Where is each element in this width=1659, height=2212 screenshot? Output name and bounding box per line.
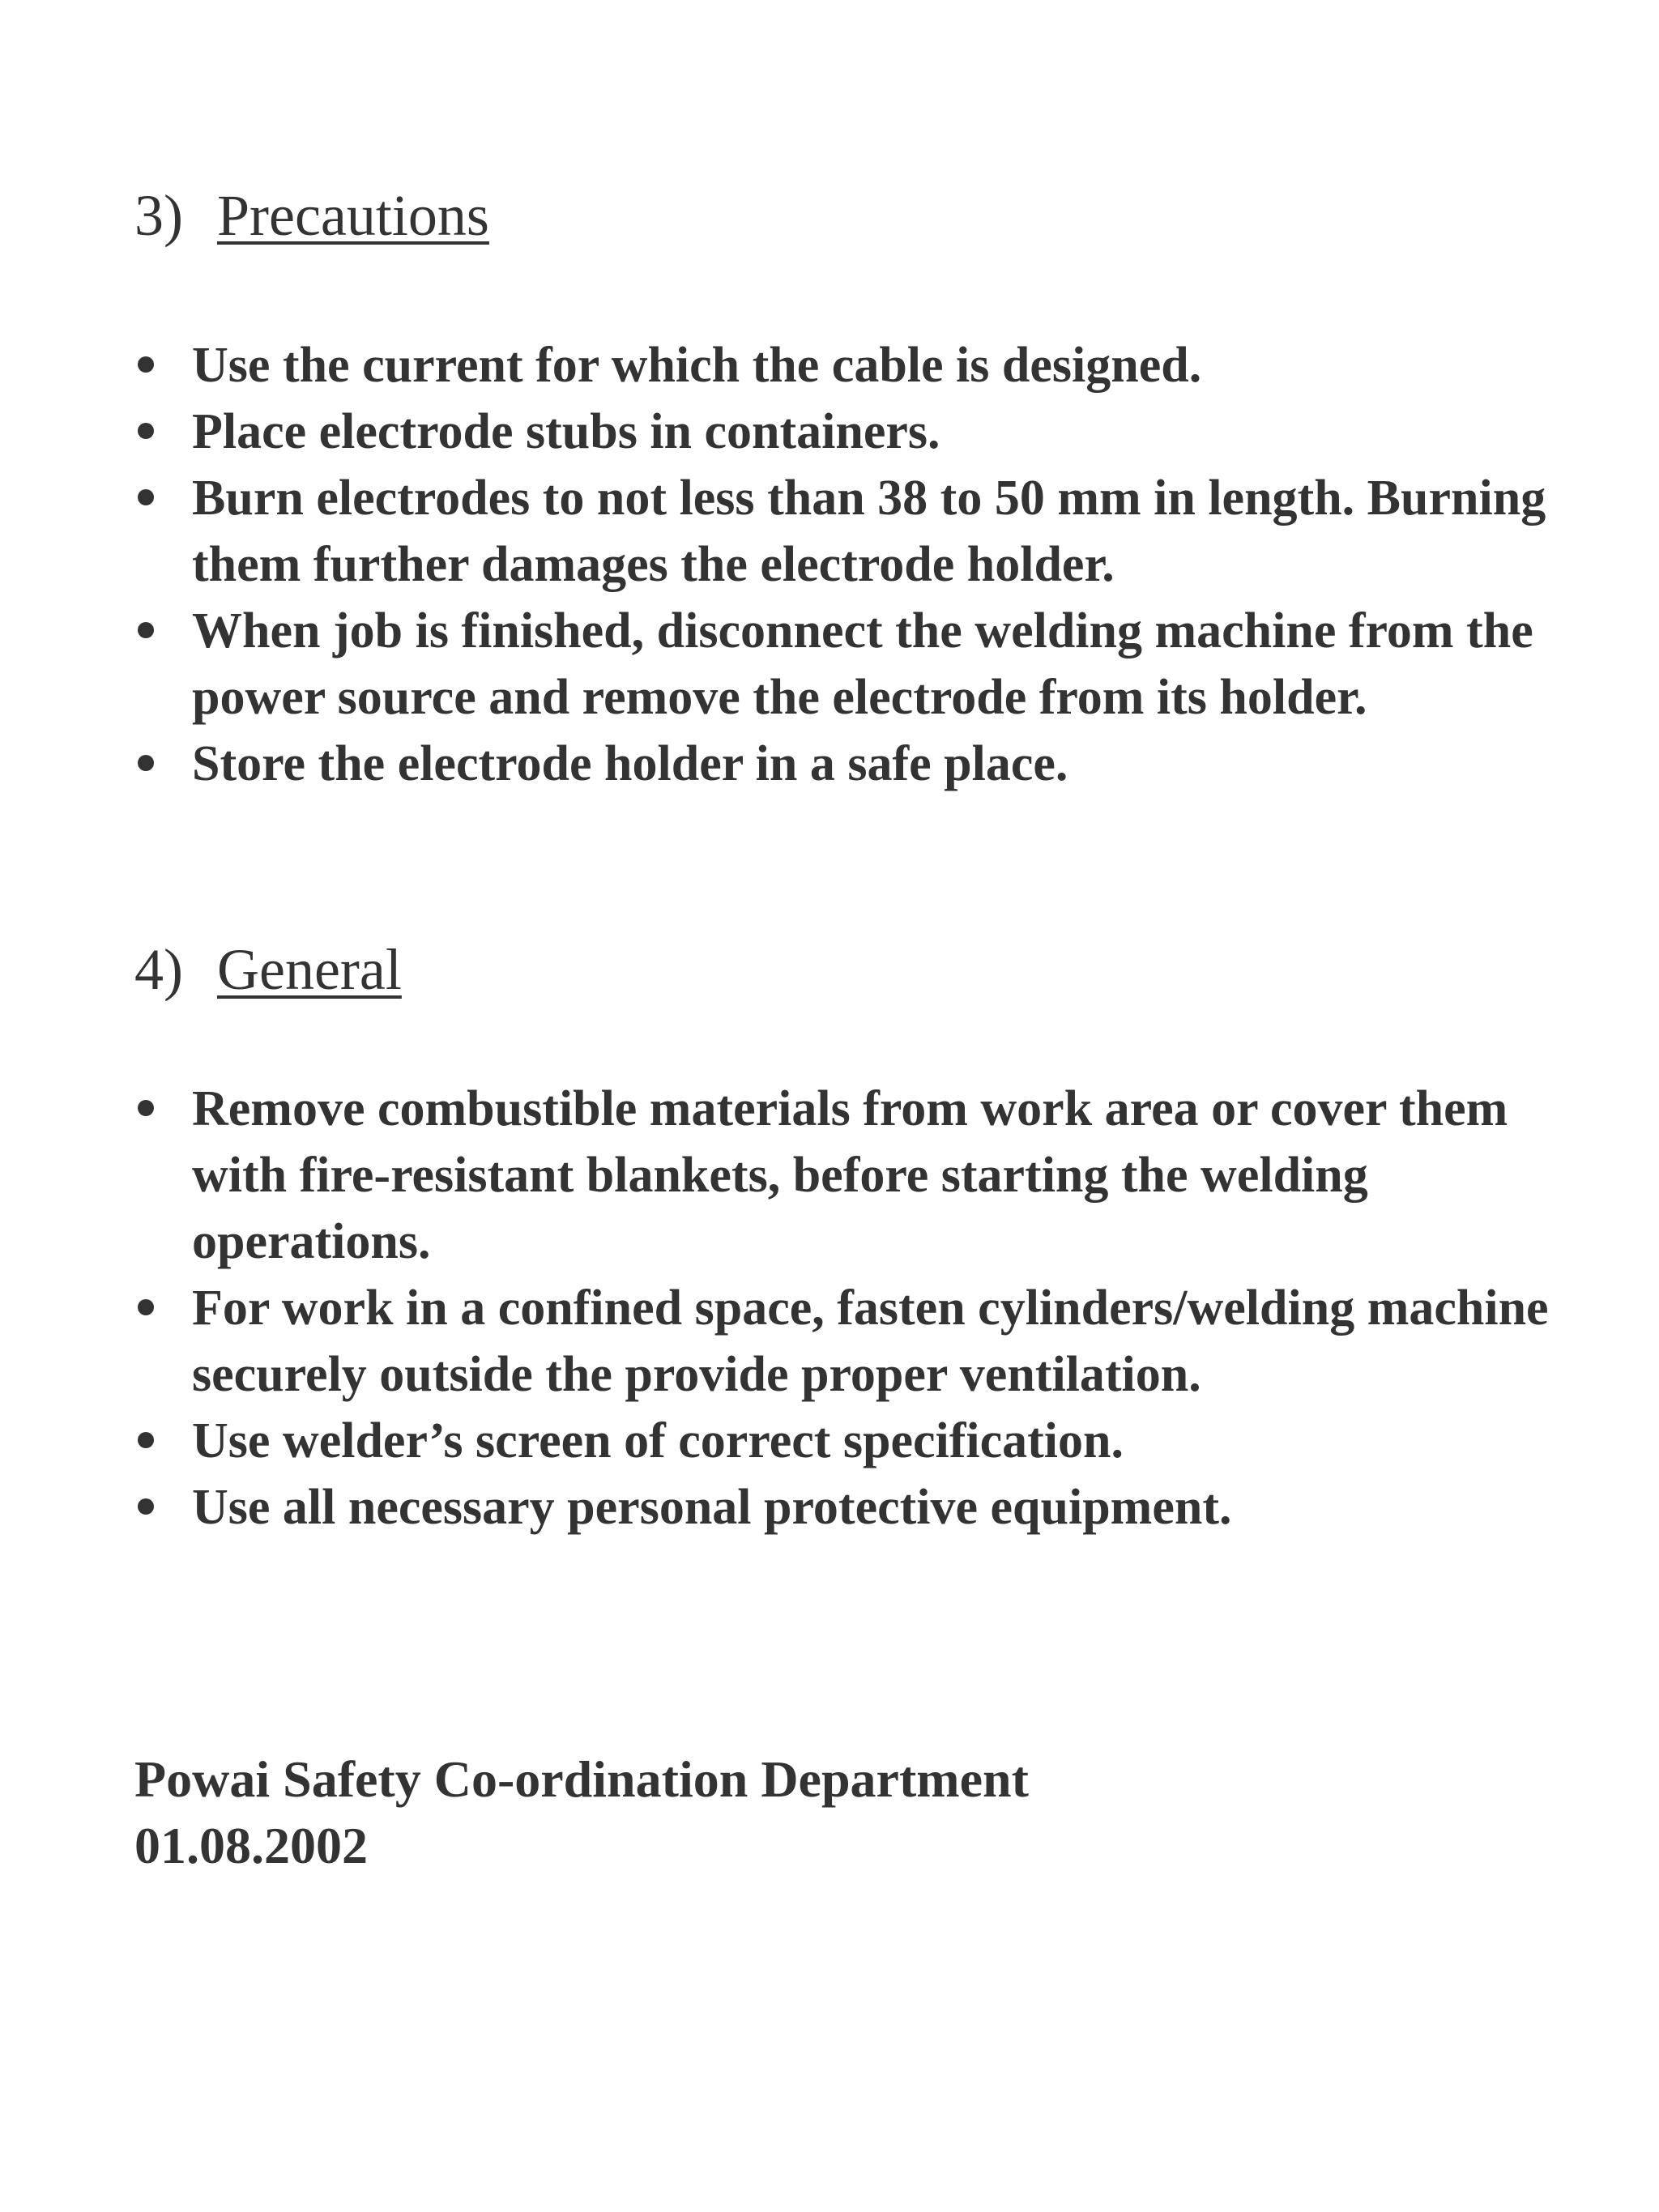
list-item-text: Use welder’s screen of correct specification. [192,1413,1124,1468]
section-title: Precautions [217,183,489,248]
section-title: General [217,937,402,1002]
bullet-icon [138,1299,154,1315]
section-number: 3) [134,183,183,248]
list-item-text: Remove combustible materials from work area or cover them with fire-resistant blankets, before starting the welding operations. [192,1081,1508,1269]
bullet-icon [138,1100,154,1116]
section-heading [134,936,1560,1004]
department-name: Powai Safety Co-ordination Department [134,1750,1029,1808]
list-item [134,399,1560,465]
list-item [134,1474,1560,1541]
list-item-text: Use the current for which the cable is designed. [192,338,1202,393]
bullet-icon [138,423,154,439]
bullet-icon [138,622,154,638]
bullet-icon [138,489,154,505]
general-list [134,1076,1560,1541]
list-item-text: When job is finished, disconnect the welding machine from the power source and remove the electrode from its holder. [192,603,1533,725]
bullet-icon [138,1498,154,1515]
bullet-icon [138,356,154,373]
list-item [134,1408,1560,1474]
list-item [134,1275,1560,1408]
list-item [134,598,1560,731]
section-heading-general [134,936,1560,1004]
section-heading [134,181,1560,249]
list-item-text: Burn electrodes to not less than 38 to 50 mm in length. Burning them further damages the electrode holder. [192,471,1546,592]
list-item [134,332,1560,399]
document-date: 01.08.2002 [134,1817,368,1874]
section-number: 4) [134,937,183,1002]
section-heading-precautions [134,181,1560,249]
list-item [134,731,1560,797]
precautions-list [134,332,1560,797]
list-item [134,465,1560,598]
list-item-text: Store the electrode holder in a safe place. [192,736,1068,791]
bullet-icon [138,755,154,771]
list-item-text: For work in a confined space, fasten cylinders/welding machine securely outside the provide proper ventilation. [192,1281,1549,1402]
list-item [134,1076,1560,1275]
document-footer [134,1746,1029,1879]
bullet-icon [138,1432,154,1448]
list-item-text: Use all necessary personal protective equipment. [192,1480,1232,1535]
list-item-text: Place electrode stubs in containers. [192,404,940,459]
